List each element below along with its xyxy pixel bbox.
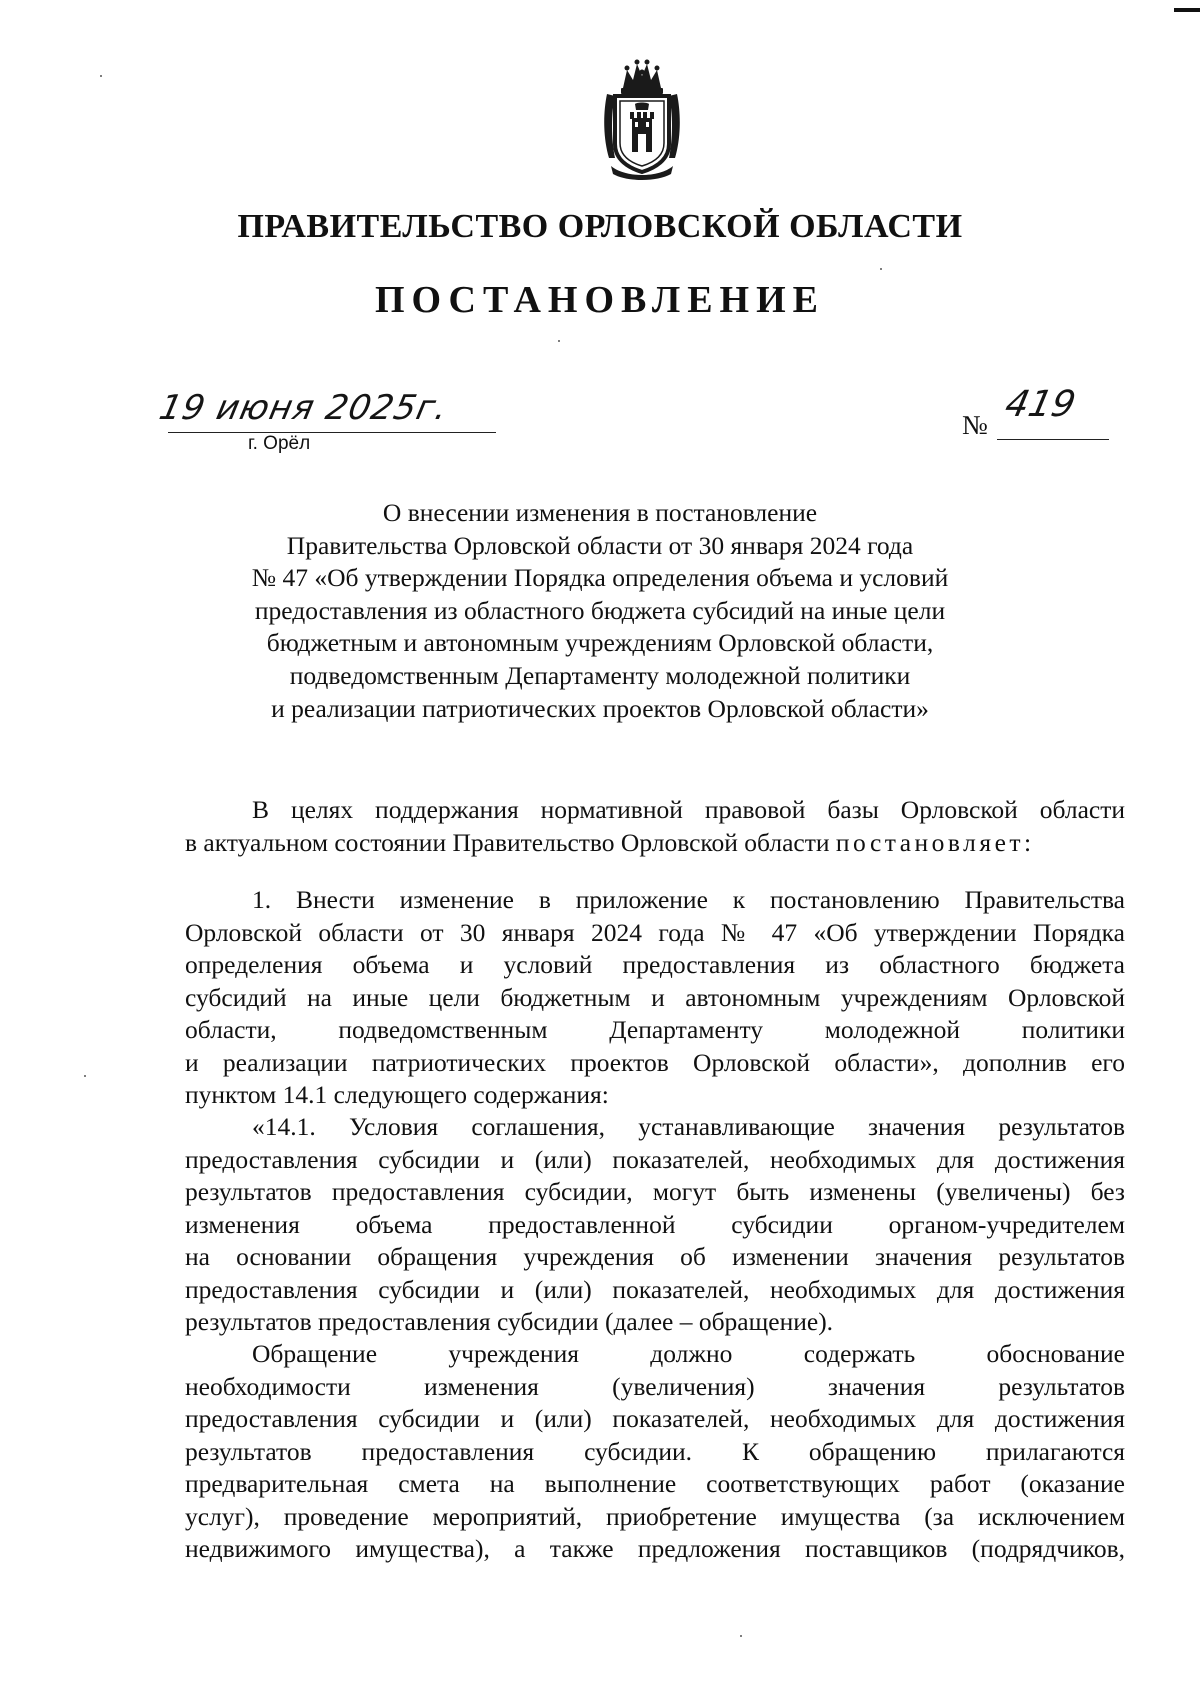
coat-of-arms-icon [601,58,683,182]
subject-line: Правительства Орловской области от 30 января 2024 года [286,530,914,560]
document-type-title: ПОСТАНОВЛЕНИЕ [374,279,826,321]
clause-14-1-paragraph [185,1111,1125,1339]
subject-line: и реализации патриотических проектов Орловской области» [271,693,929,723]
preamble-line: В целях поддержания нормативной правовой базы Орловской области [252,795,1125,824]
clause-line: изменения объема предоставленной субсидии органом-учредителем [185,1209,1125,1239]
preamble-line [185,827,1125,860]
item-1-line: Орловской области от 30 января 2024 года № 47 «Об утверждении Порядка [185,917,1125,947]
document-subject [130,497,1070,725]
appeal-line: предварительная смета на выполнение соответствующих работ (оказание [185,1469,1125,1498]
scan-speck [740,1635,742,1637]
item-1-line: и реализации патриотических проектов Орловской области», дополнив его [185,1047,1125,1077]
appeal-line: необходимости изменения (увеличения) значения результатов [185,1371,1125,1401]
number-sign: № [962,410,988,440]
item-1-line: 1. Внести изменение в приложение к постановлению Правительства [252,885,1125,914]
scan-speck [84,1075,86,1077]
city-label: г. Орёл [248,433,311,454]
clause-line: на основании обращения учреждения об изменении значения результатов [185,1242,1125,1271]
item-1-paragraph [185,884,1125,1112]
government-title: ПРАВИТЕЛЬСТВО ОРЛОВСКОЙ ОБЛАСТИ [237,208,963,245]
date-underline [168,432,496,433]
preamble-paragraph [185,794,1125,859]
clause-line: предоставления субсидии и (или) показателей, необходимых для достижения [185,1274,1125,1304]
scan-speck [880,268,882,270]
clause-line: предоставления субсидии и (или) показателей, необходимых для достижения [185,1144,1125,1174]
number-underline [997,439,1109,440]
scan-speck [100,75,102,77]
subject-line: № 47 «Об утверждении Порядка определения объема и условий [251,563,949,593]
handwritten-number: 419 [1001,384,1080,425]
item-1-line: области, подведомственным Департаменту молодежной политики [185,1015,1125,1044]
item-1-line: определения объема и условий предоставления из областного бюджета [185,950,1125,979]
handwritten-date: 19 июня 2025г. [155,388,452,428]
appeal-line: Обращение учреждения должно содержать обоснование [252,1339,1125,1368]
appeal-line: предоставления субсидии и (или) показателей, необходимых для достижения [185,1404,1125,1433]
appeal-paragraph [185,1338,1125,1566]
scan-speck [558,340,560,342]
subject-line: О внесении изменения в постановление [382,498,818,527]
preamble-text: в актуальном состоянии Правительство Орловской области [185,827,836,857]
clause-line: результатов предоставления субсидии (далее – обращение). [185,1307,834,1336]
scan-edge-mark [1174,8,1200,12]
item-1-line: субсидий на иные цели бюджетным и автономным учреждениям Орловской [185,982,1125,1012]
appeal-line: недвижимого имущества), а также предложения поставщиков (подрядчиков, [185,1534,1125,1563]
clause-line: «14.1. Условия соглашения, устанавливающие значения результатов [252,1112,1125,1141]
subject-line: подведомственным Департаменту молодежной политики [289,660,911,690]
appeal-line: услуг), проведение мероприятий, приобретение имущества (за исключением [185,1501,1125,1531]
decision-word: постановляет: [835,827,1035,857]
appeal-line: результатов предоставления субсидии. К обращению прилагаются [185,1436,1125,1466]
subject-line: предоставления из областного бюджета субсидий на иные цели [254,595,946,625]
subject-line: бюджетным и автономным учреждениям Орловской области, [266,628,934,658]
item-1-line: пунктом 14.1 следующего содержания: [185,1080,609,1109]
clause-line: результатов предоставления субсидии, могут быть изменены (увеличены) без [185,1177,1125,1206]
